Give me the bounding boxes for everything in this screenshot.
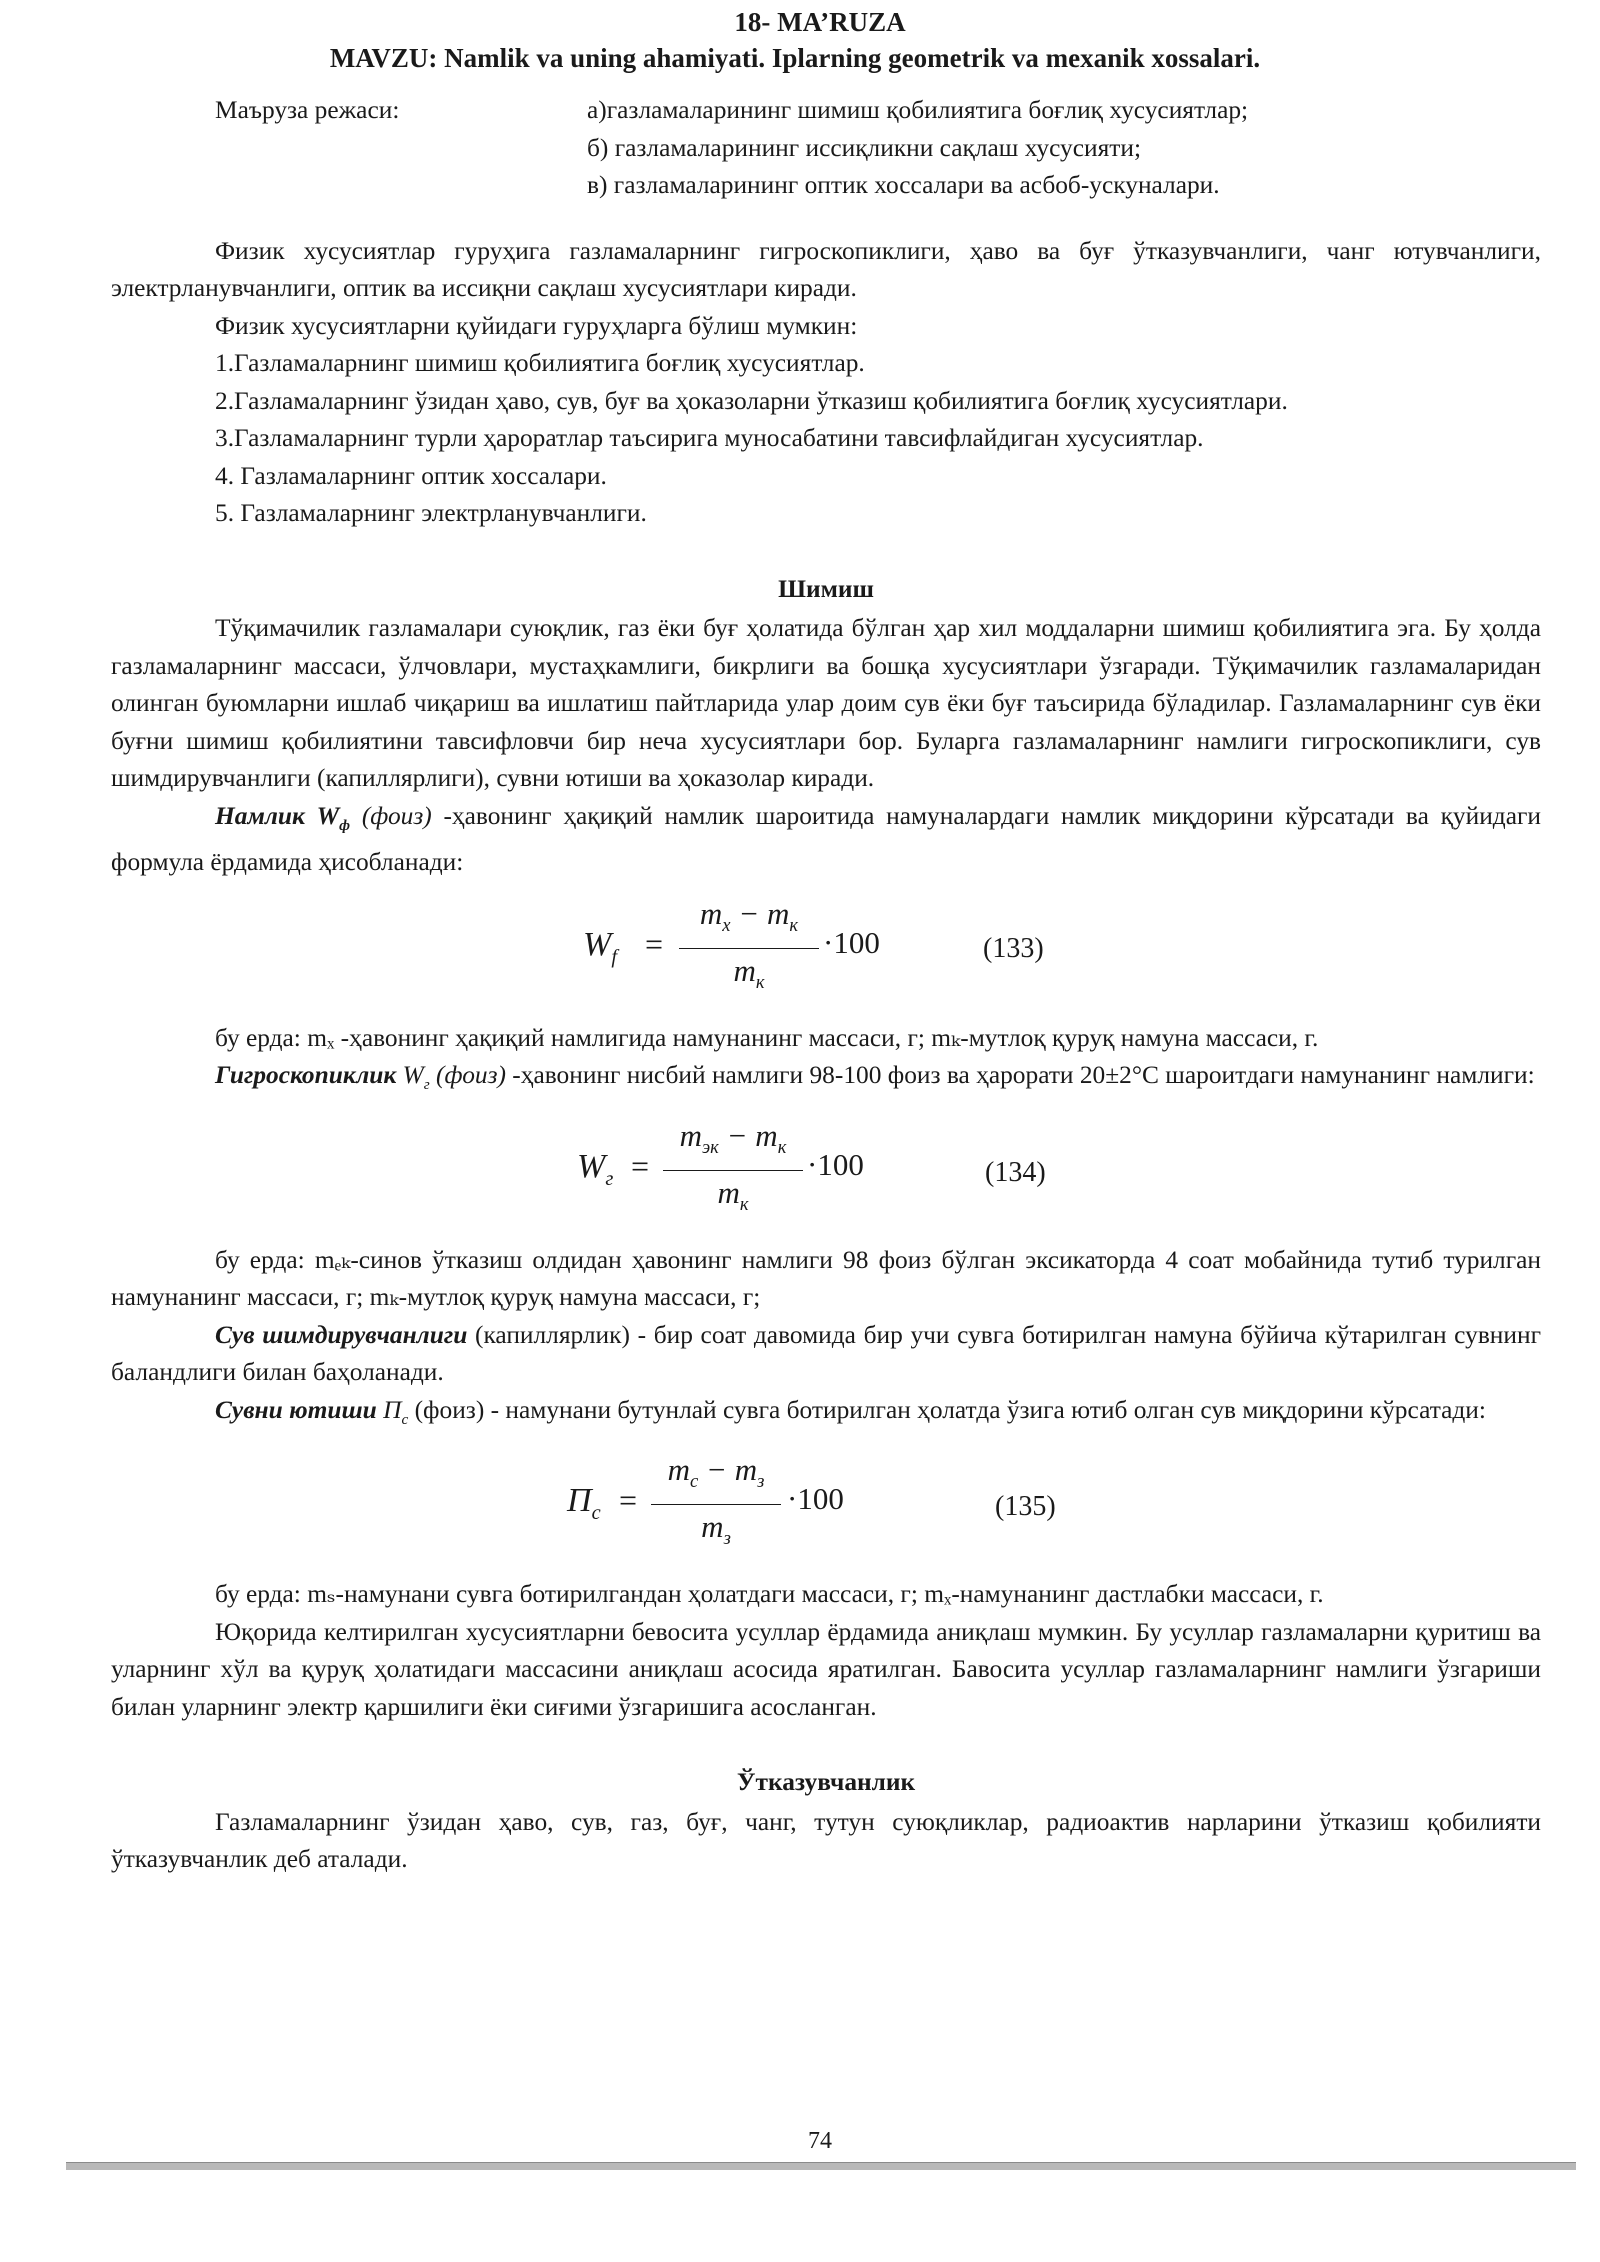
numerator-m: m [679, 1117, 702, 1153]
formula-number: (134) [985, 1156, 1046, 1188]
lecture-topic: MAVZU: Namlik va uning ahamiyati. Iplarning geometrik va mexanik xossalari. [329, 43, 1261, 73]
formula-lhs: W [577, 1147, 606, 1185]
group-list-item: 2.Газламаларнинг ўзидан ҳаво, сув, буғ ва ҳоказоларни ўтказиш қобилиятига боғлиқ хусусиятлари. [215, 386, 1288, 415]
intro-paragraph: Физик хусусиятлар гуруҳига газламаларнинг гигроскопиклиги, ҳаво ва буғ ўтказувчанлиги, чанг ютувчанлиги, электрланувчанлиги, оптик ва иссиқни сақлаш хусусиятлари киради. [111, 236, 1541, 302]
humidity-definition [111, 798, 1541, 882]
fraction-bar [663, 1170, 803, 1171]
lecture-number: 18- MA’RUZA [734, 7, 906, 37]
water-absorption-text: (фоиз) - намунани бутунлай сувга ботирилган ҳолатда ўзига ютиб олган сув миқдорини кўрсатади: [408, 1395, 1486, 1424]
intro-groups-lead: Физик хусусиятларни қуйидаги гуруҳларга бўлиш мумкин: [215, 311, 858, 340]
absorption-paragraph: Тўқимачилик газламалари суюқлик, газ ёки буғ ҳолатида бўлган ҳар хил моддаларни шимиш қобилиятига эга. Бу ҳолда газламаларнинг массаси, ўлчовлари, мустаҳкамлиги, бикрлиги ва бошқа хусусиятлари ўзгаради. Тўқимачилик газламаларидан олинган буюмларни ишлаб чиқариш ва ишлатиш пайтларида улар доим сув ёки буғ таъсирида бўладилар. Газламаларнинг сув ёки буғни шимиш қобилиятини тавсифловчи бир неча хусусиятлари бор. Буларга газламаларнинг намлиги гигроскопиклиги, сув шимдирувчанлиги (капиллярлиги), сувни ютиши ва ҳоказолар киради. [111, 614, 1541, 792]
formula-lhs-sub: г [605, 1167, 614, 1190]
formula-135 [111, 1442, 1541, 1568]
water-absorption-term: Сувни ютиши [215, 1395, 377, 1424]
fraction-bar [651, 1504, 781, 1505]
plan-item: в) газламаларининг оптик хоссалари ва асбоб-ускуналари. [587, 171, 1220, 199]
fraction-bar [679, 948, 819, 949]
formula-133-explanation: бу ерда: mₓ -ҳавонинг ҳақиқий намлигида намунанинг массаси, г; mₖ-мутлоқ қуруқ намуна массаси, г. [215, 1023, 1319, 1052]
methods-paragraph: Юқорида келтирилган хусусиятларни бевосита усуллар ёрдамида аниқлаш мумкин. Бу усуллар газламаларни қуритиш ва уларнинг хўл ва қуруқ ҳолатидаги массасини аниқлаш асосида яратилган. Бавосита усуллар газламаларнинг намлиги ўзгариши билан уларнинг электр қаршилиги ёки сиғими ўзгаришига асосланган. [111, 1617, 1541, 1721]
multiplier: ·100 [823, 924, 880, 960]
formula-fraction: $m_{эк} - m_к$ $m_к$ [663, 1116, 803, 1225]
section-title-absorption: Шимиш [778, 574, 874, 603]
document-body [111, 92, 1541, 1879]
group-list-item: 1.Газламаларнинг шимиш қобилиятига боғлиқ хусусиятлар. [215, 349, 865, 377]
denominator-m: m [717, 1174, 740, 1210]
formula-lhs-sub: с [591, 1502, 601, 1525]
hygroscopicity-text: -ҳавонинг нисбий намлиги 98-100 фоиз ва ҳарорати 20±2°С шароитдаги намунанинг намлиги: [505, 1061, 1535, 1090]
multiplier: ·100 [787, 1481, 844, 1517]
capillarity-term: Сув шимдирувчанлиги [215, 1320, 468, 1349]
section-title-permeability: Ўтказувчанлик [736, 1768, 916, 1797]
page-header [0, 4, 1600, 76]
formula-133 [111, 886, 1541, 1012]
formula-134 [111, 1108, 1541, 1234]
capillarity-text: (капиллярлик) - бир соат давомида бир учи сувга ботирилган намуна бўйича кўтарилган сувнинг баландлиги билан баҳоланади. [111, 1320, 1541, 1387]
denominator-m: m [701, 1509, 724, 1545]
plan-items [587, 92, 1541, 205]
equals-sign: = [645, 925, 664, 962]
humidity-term-sub: ф [339, 816, 351, 834]
formula-number: (133) [983, 932, 1044, 964]
plan-item: б) газламаларининг иссиқликни сақлаш хусусияти; [587, 133, 1142, 162]
formula-lhs: W [583, 925, 612, 963]
denominator-m: m [733, 952, 756, 988]
hygroscopicity-definition: Гигроскопиклик $W_г$ (фоиз) -ҳавонинг нисбий намлиги 98-100 фоиз ва ҳарорати 20±2°С шароитдаги намунанинг намлиги: [215, 1061, 1535, 1094]
lecture-plan [111, 92, 1541, 205]
humidity-unit: (фоиз) [361, 801, 432, 830]
humidity-term: Намлик W [215, 801, 340, 830]
hygroscopicity-term: Гигроскопиклик [215, 1061, 397, 1090]
equals-sign: = [619, 1482, 638, 1519]
formula-fraction: $m_x - m_к$ $m_к$ [679, 894, 819, 1003]
formula-lhs: П [567, 1482, 592, 1520]
water-absorption-definition: Сувни ютиши $П_с$ (фоиз) - намунани бутунлай сувга ботирилган ҳолатда ўзига ютиб олган сув миқдорини кўрсатади: [215, 1395, 1486, 1428]
capillarity-definition [111, 1317, 1541, 1392]
footer-divider [66, 2162, 1576, 2170]
formula-135-explanation: бу ерда: mₛ-намунани сувга ботирилгандан ҳолатдаги массаси, г; mₓ-намунанинг дастлабки массаси, г. [215, 1580, 1324, 1609]
group-list-item: 5. Газламаларнинг электрланувчанлиги. [215, 499, 647, 527]
group-list-item: 3.Газламаларнинг турли ҳароратлар таъсирига муносабатини тавсифлайдиган хусусиятлар. [215, 424, 1204, 452]
formula-134-explanation: бу ерда: mₑₖ-синов ўтказиш олдидан ҳавонинг намлиги 98 фоиз бўлган эксикаторда 4 соат мобайнида тутиб турилган намунанинг массаси, г; mₖ-мутлоқ қуруқ намуна массаси, г; [111, 1245, 1541, 1312]
formula-fraction: $m_с - m_з$ $m_з$ [651, 1450, 781, 1559]
formula-lhs-sub: f [611, 945, 617, 968]
permeability-paragraph: Газламаларнинг ўзидан ҳаво, сув, газ, буғ, чанг, тутун суюқликлар, радиоактив нарларини ўтказиш қобилияти ўтказувчанлик деб аталади. [111, 1807, 1541, 1874]
multiplier: ·100 [807, 1146, 864, 1182]
numerator-m: m [667, 1452, 691, 1488]
equals-sign: = [631, 1147, 650, 1184]
humidity-text: -ҳавонинг ҳақиқий намлик шароитида намуналардаги намлик миқдорини кўрсатади ва қуйидаги формула ёрдамида ҳисобланади: [111, 801, 1541, 877]
page-number: 74 [808, 2128, 832, 2154]
plan-item: а)газламаларининг шимиш қобилиятига боғлиқ хусусиятлар; [587, 96, 1249, 124]
formula-number: (135) [995, 1491, 1056, 1523]
plan-label: Маъруза режаси: [215, 96, 400, 124]
numerator-m: m [699, 895, 723, 931]
group-list-item: 4. Газламаларнинг оптик хоссалари. [215, 461, 607, 490]
